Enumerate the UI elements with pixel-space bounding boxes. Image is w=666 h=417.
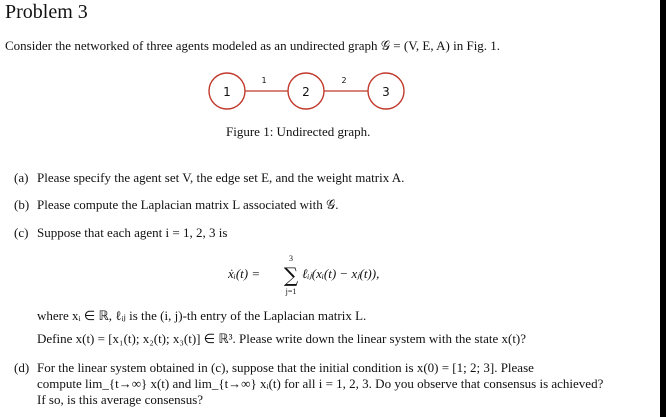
part-c-label: (c) bbox=[14, 225, 29, 240]
sum-lower-limit: j=1 bbox=[285, 287, 297, 296]
intro-text: Consider the networked of three agents modeled as an undirected graph 𝒢 = (V, E, A) in Fig. 1. bbox=[5, 38, 501, 53]
part-b-text: Please compute the Laplacian matrix L associated with 𝒢. bbox=[37, 197, 339, 212]
part-d-line3: If so, is this average consensus? bbox=[37, 392, 204, 407]
part-c-text: Suppose that each agent i = 1, 2, 3 is bbox=[37, 225, 228, 240]
part-d-line1: For the linear system obtained in (c), suppose that the initial condition is x(0) = [1; 2; 3]. Please bbox=[37, 360, 534, 375]
part-a-text: Please specify the agent set V, the edge set E, and the weight matrix A. bbox=[37, 170, 405, 185]
edge-2-3-weight: 2 bbox=[341, 76, 347, 85]
part-a-label: (a) bbox=[14, 170, 29, 185]
part-b-label: (b) bbox=[14, 197, 30, 212]
equation-lhs: ẋᵢ(t) = bbox=[228, 266, 261, 281]
problem-heading: Problem 3 bbox=[5, 1, 88, 23]
graph-figure bbox=[200, 64, 420, 110]
part-d-label: (d) bbox=[14, 360, 30, 375]
node-3-label: 3 bbox=[382, 85, 390, 99]
sum-upper-limit: 3 bbox=[289, 254, 293, 263]
equation-rhs: ℓᵢⱼ(xᵢ(t) − xⱼ(t)), bbox=[302, 266, 380, 281]
part-d-line2: compute lim_{t→∞} x(t) and lim_{t→∞} xᵢ(t) for all i = 1, 2, 3. Do you observe that consensus is achieved? bbox=[37, 376, 604, 391]
part-c-where: where xᵢ ∈ ℝ, ℓᵢⱼ is the (i, j)-th entry of the Laplacian matrix L. bbox=[37, 308, 367, 323]
node-2-label: 2 bbox=[302, 85, 310, 99]
part-c-define: Define x(t) = [x₁(t); x₂(t); x₃(t)] ∈ ℝ³. Please write down the linear system with the state x(t)? bbox=[37, 331, 527, 346]
node-1-label: 1 bbox=[223, 85, 231, 99]
sum-symbol: ∑ bbox=[283, 263, 299, 287]
figure-caption: Figure 1: Undirected graph. bbox=[226, 124, 371, 139]
dynamics-equation bbox=[228, 252, 418, 296]
edge-1-2-weight: 1 bbox=[261, 76, 267, 85]
